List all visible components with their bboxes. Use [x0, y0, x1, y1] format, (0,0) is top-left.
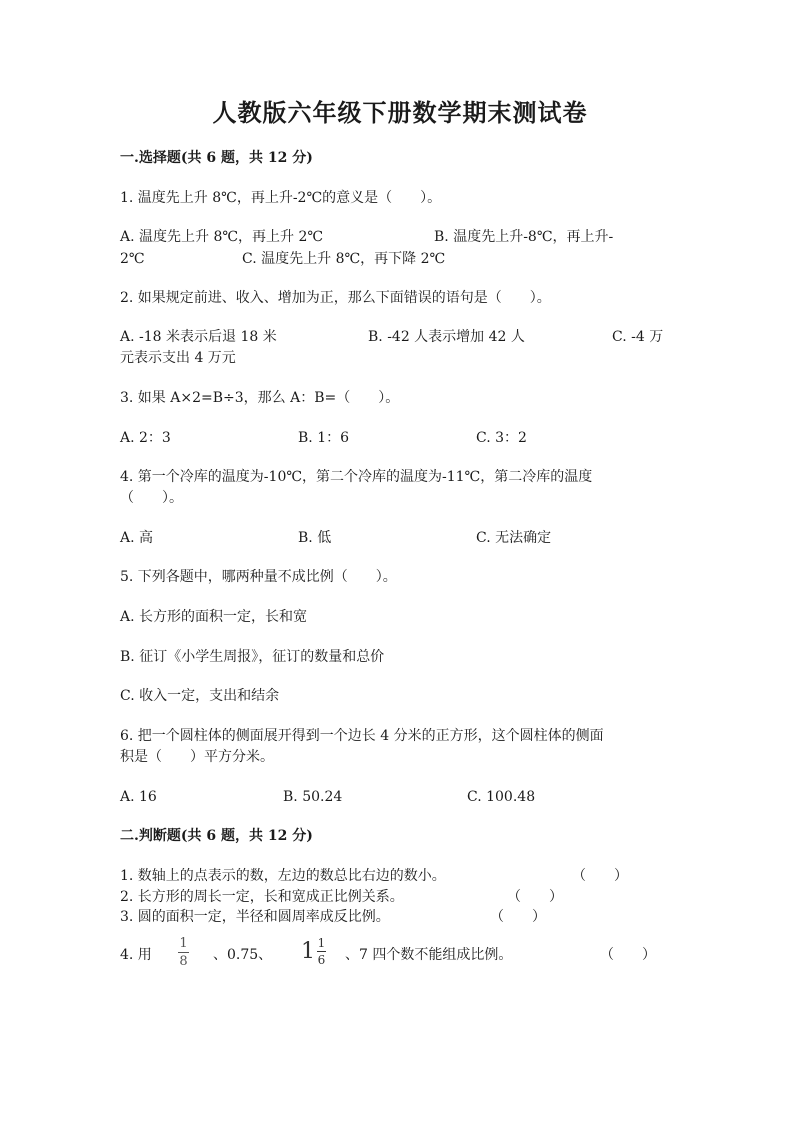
page-title: 人教版六年级下册数学期末测试卷: [212, 98, 588, 127]
mixed-fraction: [317, 937, 326, 966]
q2-option-c-cont: 元表示支出 4 万元: [120, 350, 236, 366]
j3-text: 3. 圆的面积一定，半径和圆周率成反比例。: [120, 909, 390, 925]
q3-stem: 3. 如果 A×2=B÷3，那么 A：B=（ ）。: [120, 390, 400, 406]
mixed-fraction-bar: [317, 951, 326, 952]
q5-stem: 5. 下列各题中，哪两种量不成比例（ ）。: [120, 569, 397, 585]
q1-option-b-cont: 2℃: [120, 251, 145, 267]
q4-option-b: B. 低: [298, 530, 332, 546]
j3-answer-paren: （ ）: [490, 909, 546, 925]
mixed-number-one-and-one-sixth: [301, 937, 326, 966]
q6-stem-cont: 积是（ ）平方分米。: [120, 749, 274, 765]
q1-option-b: B. 温度先上升-8℃，再上升-: [434, 229, 614, 245]
q1-option-a: A. 温度先上升 8℃，再上升 2℃: [120, 229, 324, 245]
q6-option-b: B. 50.24: [283, 789, 343, 805]
mixed-denominator: 6: [317, 953, 326, 967]
q4-stem-cont: （ ）。: [120, 490, 183, 506]
q3-option-a: A. 2：3: [120, 430, 171, 446]
q4-option-c: C. 无法确定: [476, 530, 552, 546]
section-heading-judge: 二.判断题(共 6 题，共 12 分): [120, 828, 313, 844]
j4-mid: 、0.75、: [213, 947, 273, 963]
q5-option-c: C. 收入一定，支出和结余: [120, 688, 280, 704]
q3-option-c: C. 3：2: [476, 430, 527, 446]
j1-answer-paren: （ ）: [572, 868, 628, 884]
q3-option-b: B. 1：6: [298, 430, 350, 446]
j4-prefix: 4. 用: [120, 947, 152, 963]
q6-option-c: C. 100.48: [467, 789, 536, 805]
q2-option-c: C. -4 万: [612, 329, 664, 345]
j4-answer-paren: （ ）: [600, 947, 656, 963]
fraction-denominator: 8: [179, 954, 188, 969]
j2-answer-paren: （ ）: [507, 889, 563, 905]
mixed-numerator: 1: [317, 936, 326, 950]
mixed-whole: 1: [301, 938, 315, 964]
q1-option-c: C. 温度先上升 8℃，再下降 2℃: [242, 251, 446, 267]
fraction-bar: [178, 952, 189, 953]
q4-option-a: A. 高: [120, 530, 154, 546]
q2-stem: 2. 如果规定前进、收入、增加为正，那么下面错误的语句是（ ）。: [120, 290, 551, 306]
q2-option-b: B. -42 人表示增加 42 人: [368, 329, 525, 345]
j1-text: 1. 数轴上的点表示的数，左边的数总比右边的数小。: [120, 868, 446, 884]
q1-stem: 1. 温度先上升 8℃，再上升-2℃的意义是（ ）。: [120, 190, 442, 206]
section-heading-choice: 一.选择题(共 6 题，共 12 分): [120, 150, 313, 166]
q5-option-b: B. 征订《小学生周报》，征订的数量和总价: [120, 649, 385, 665]
fraction-numerator: 1: [179, 936, 188, 951]
q2-option-a: A. -18 米表示后退 18 米: [120, 329, 277, 345]
j4-suffix: 、7 四个数不能组成比例。: [345, 947, 513, 963]
fraction-one-eighth: [178, 937, 189, 968]
j2-text: 2. 长方形的周长一定，长和宽成正比例关系。: [120, 889, 404, 905]
q6-option-a: A. 16: [120, 789, 157, 805]
q6-stem: 6. 把一个圆柱体的侧面展开得到一个边长 4 分米的正方形，这个圆柱体的侧面: [120, 728, 604, 744]
q4-stem: 4. 第一个冷库的温度为-10℃，第二个冷库的温度为-11℃，第二冷库的温度: [120, 469, 593, 485]
q5-option-a: A. 长方形的面积一定，长和宽: [120, 609, 308, 625]
